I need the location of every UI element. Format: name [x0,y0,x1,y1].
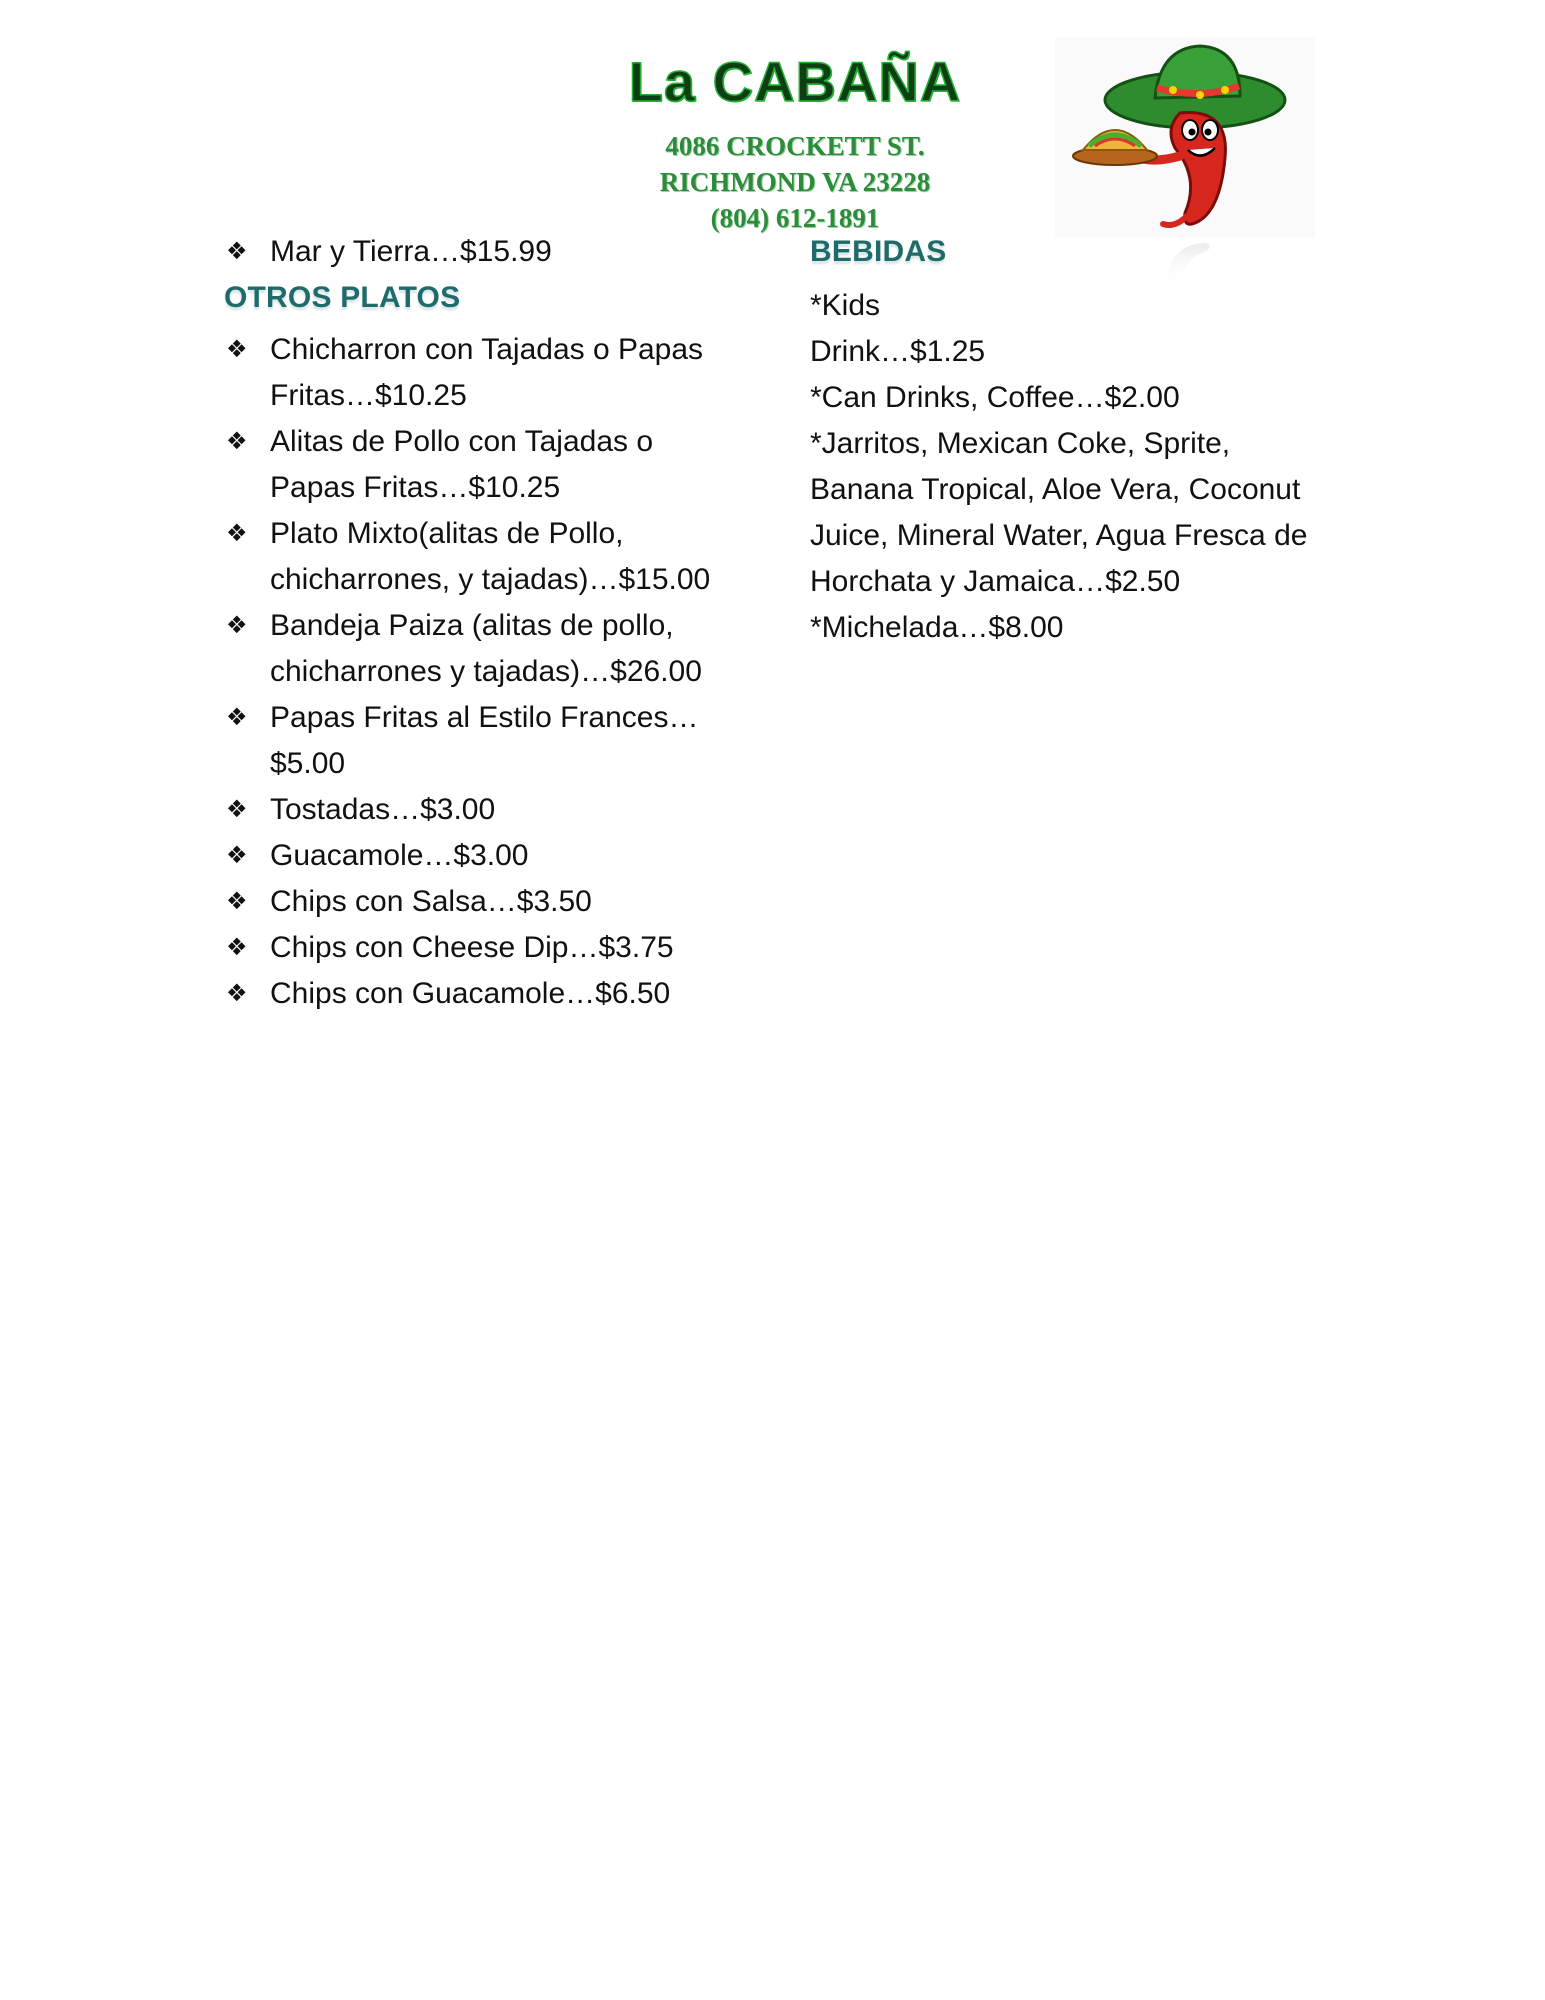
diamond-bullet-icon: ❖ [226,238,248,265]
drink-item: *Can Drinks, Coffee…$2.00 [810,381,1180,414]
menu-item-text: Bandeja Paiza (alitas de pollo, chicharrones y tajadas)…$26.00 [270,609,702,688]
menu-item-text: Plato Mixto(alitas de Pollo, chicharrones, y tajadas)…$15.00 [270,517,711,596]
menu-item [224,695,744,787]
diamond-bullet-icon: ❖ [226,796,248,823]
menu-item-text: Chips con Guacamole…$6.50 [270,977,671,1010]
address-city: RICHMOND VA 23228 [659,167,931,197]
menu-item [224,603,744,695]
drink-item: *Jarritos, Mexican Coke, Sprite, Banana Tropical, Aloe Vera, Coconut Juice, Mineral Water, Agua Fresca de Horchata y Jamaica…$2.50 [810,427,1308,598]
menu-item-text: Papas Fritas al Estilo Frances…$5.00 [270,701,699,780]
restaurant-logo-title: La CABAÑA [628,50,962,113]
left-menu-column [224,229,744,1017]
diamond-bullet-icon: ❖ [226,888,248,915]
phone-number: (804) 612-1891 [710,203,880,233]
menu-item [224,787,744,833]
diamond-bullet-icon: ❖ [226,704,248,731]
section-heading-otros-platos: OTROS PLATOS [224,281,461,314]
top-item-list [224,229,744,275]
menu-item [224,879,744,925]
menu-item-text: Chips con Salsa…$3.50 [270,885,592,918]
menu-item [224,327,744,419]
diamond-bullet-icon: ❖ [226,842,248,869]
right-menu-column [810,229,1330,651]
menu-item [224,419,744,511]
otros-platos-list [224,327,744,1017]
section-heading-bebidas: BEBIDAS [810,235,947,268]
diamond-bullet-icon: ❖ [226,934,248,961]
menu-item-text: Chips con Cheese Dip…$3.75 [270,931,674,964]
menu-item-text: Tostadas…$3.00 [270,793,496,826]
drink-item: *Michelada…$8.00 [810,611,1064,644]
menu-item [224,511,744,603]
menu-item-text: Alitas de Pollo con Tajadas o Papas Fritas…$10.25 [270,425,654,504]
restaurant-header [600,50,990,236]
drink-item: Drink…$1.25 [810,335,986,368]
menu-item [224,229,744,275]
menu-item [224,925,744,971]
drink-item: *Kids [810,289,881,322]
diamond-bullet-icon: ❖ [226,980,248,1007]
diamond-bullet-icon: ❖ [226,520,248,547]
menu-item-text: Mar y Tierra…$15.99 [270,235,552,268]
menu-item-text: Guacamole…$3.00 [270,839,529,872]
address-street: 4086 CROCKETT ST. [665,131,925,161]
menu-item [224,971,744,1017]
menu-item-text: Chicharron con Tajadas o Papas Fritas…$10.25 [270,333,704,412]
diamond-bullet-icon: ❖ [226,612,248,639]
menu-item [224,833,744,879]
diamond-bullet-icon: ❖ [226,336,248,363]
diamond-bullet-icon: ❖ [226,428,248,455]
